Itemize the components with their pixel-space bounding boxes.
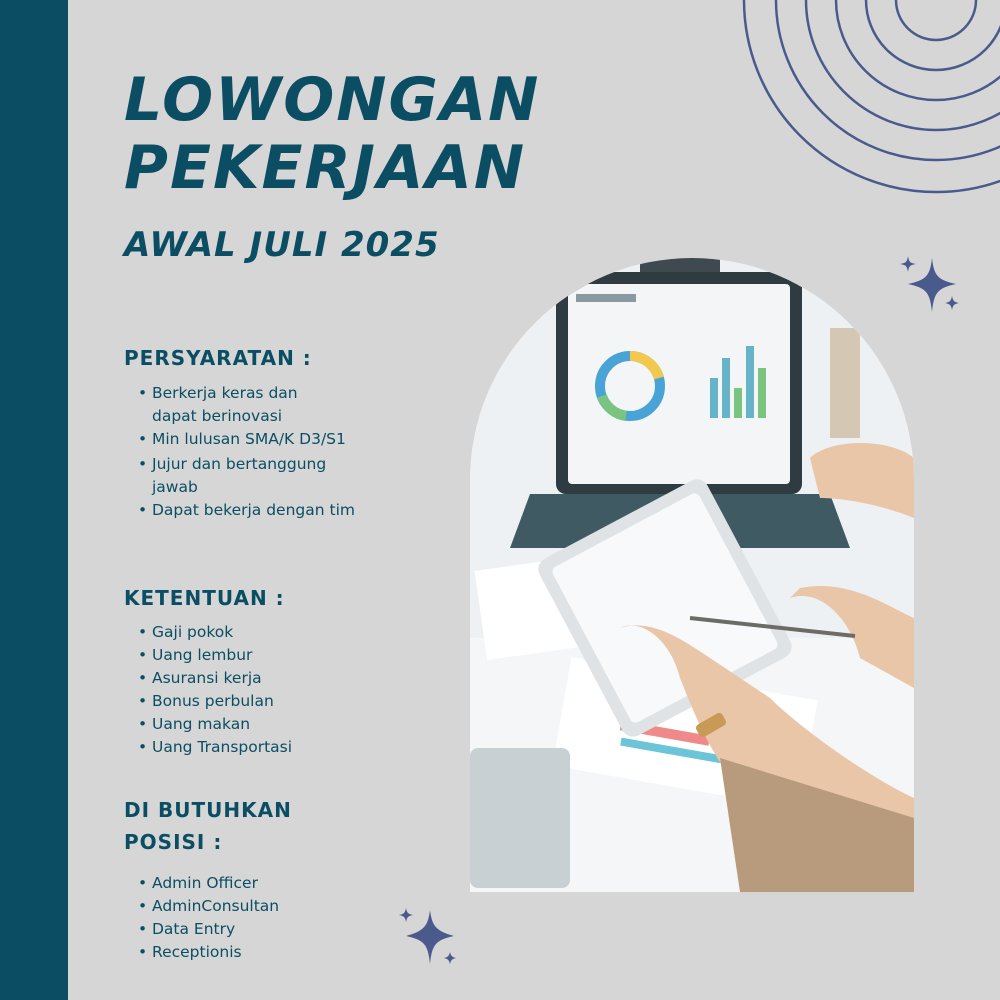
posisi-heading xyxy=(124,796,292,856)
title-line-1: LOWONGAN xyxy=(124,65,541,135)
posisi-heading-line-2: POSISI : xyxy=(124,830,223,854)
concentric-arcs-decoration xyxy=(700,0,1000,200)
list-item: • Uang Transportasi xyxy=(138,736,292,759)
list-item: • AdminConsultan xyxy=(138,895,279,918)
sparkle-icon xyxy=(896,254,966,318)
list-item: • Data Entry xyxy=(138,918,279,941)
list-item: • Min lulusan SMA/K D3/S1 xyxy=(138,428,398,451)
page-title xyxy=(124,66,540,202)
list-item: • Uang lembur xyxy=(138,644,292,667)
ketentuan-heading: KETENTUAN : xyxy=(124,586,285,610)
list-item: • Berkerja keras dan dapat berinovasi xyxy=(138,382,332,428)
sparkle-icon xyxy=(396,906,466,970)
persyaratan-list xyxy=(138,382,398,522)
ketentuan-list xyxy=(138,621,292,759)
office-illustration xyxy=(470,258,914,892)
list-item: • Gaji pokok xyxy=(138,621,292,644)
persyaratan-heading: PERSYARATAN : xyxy=(124,346,312,370)
list-item: • Admin Officer xyxy=(138,872,279,895)
posisi-heading-line-1: DI BUTUHKAN xyxy=(124,798,292,822)
page-subtitle: AWAL JULI 2025 xyxy=(124,225,440,265)
list-item: • Uang makan xyxy=(138,713,292,736)
side-bar xyxy=(0,0,68,1000)
list-item: • Asuransi kerja xyxy=(138,667,292,690)
list-item: • Jujur dan bertanggung jawab xyxy=(138,453,352,499)
title-line-2: PEKERJAAN xyxy=(124,133,527,203)
posisi-list xyxy=(138,872,279,964)
list-item: • Receptionis xyxy=(138,941,279,964)
list-item: • Bonus perbulan xyxy=(138,690,292,713)
office-photo xyxy=(470,258,914,892)
list-item: • Dapat bekerja dengan tim xyxy=(138,499,398,522)
